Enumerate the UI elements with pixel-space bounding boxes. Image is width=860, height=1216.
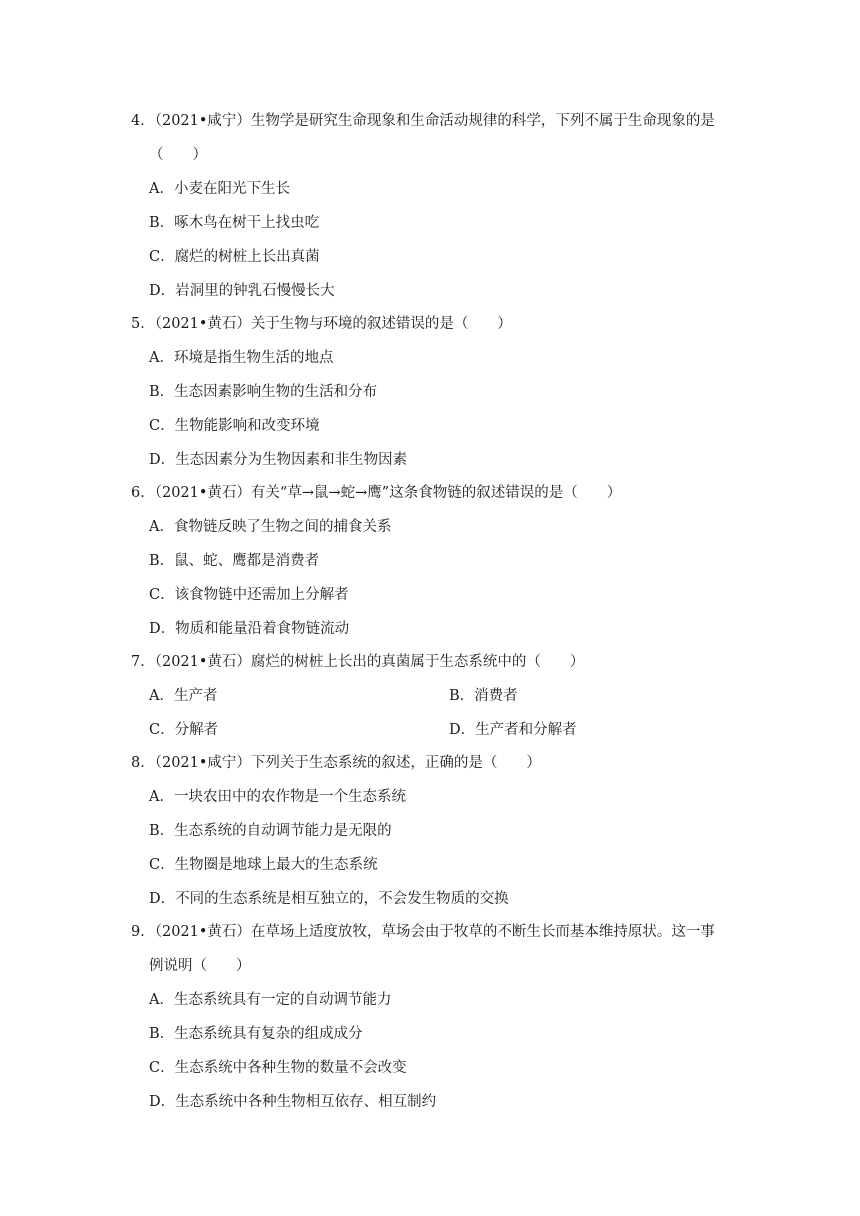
- option-c: C．分解者: [149, 722, 219, 738]
- option-b: B．生态系统的自动调节能力是无限的: [149, 823, 392, 839]
- question-stem-continuation: 例说明（ ）: [149, 958, 251, 974]
- question-6: [131, 476, 751, 646]
- option-d: D．岩洞里的钟乳石慢慢长大: [149, 283, 335, 299]
- option-b: B．鼠、蛇、鹰都是消费者: [149, 553, 320, 569]
- option-a: A．生态系统具有一定的自动调节能力: [149, 992, 392, 1008]
- question-stem: 5．（2021•黄石）关于生物与环境的叙述错误的是（ ）: [131, 316, 512, 332]
- question-5: [131, 307, 751, 477]
- option-d: D．生态因素分为生物因素和非生物因素: [149, 452, 408, 468]
- options-row: [131, 679, 751, 713]
- option-c: C．生物能影响和改变环境: [149, 418, 320, 434]
- option-a: A．生产者: [149, 688, 218, 704]
- options-row: [131, 713, 751, 747]
- option-d: D．不同的生态系统是相互独立的，不会发生物质的交换: [149, 891, 509, 907]
- question-stem: 7．（2021•黄石）腐烂的树桩上长出的真菌属于生态系统中的（ ）: [131, 654, 585, 670]
- question-9: [131, 915, 751, 1119]
- option-d: D．物质和能量沿着食物链流动: [149, 621, 350, 637]
- option-a: A．一块农田中的农作物是一个生态系统: [149, 789, 406, 805]
- option-b: B．生态系统具有复杂的组成成分: [149, 1026, 363, 1042]
- option-b: B．生态因素影响生物的生活和分布: [149, 384, 378, 400]
- option-d: D．生态系统中各种生物相互依存、相互制约: [149, 1094, 437, 1110]
- option-a: A．环境是指生物生活的地点: [149, 350, 334, 366]
- option-c: C．该食物链中还需加上分解者: [149, 587, 349, 603]
- option-c: C．腐烂的树桩上长出真菌: [149, 249, 320, 265]
- question-stem: 9．（2021•黄石）在草场上适度放牧，草场会由于牧草的不断生长而基本维持原状。这一事: [131, 924, 715, 940]
- question-8: [131, 746, 751, 916]
- option-c: C．生态系统中各种生物的数量不会改变: [149, 1060, 407, 1076]
- option-a: A．食物链反映了生物之间的捕食关系: [149, 519, 392, 535]
- question-4: [131, 104, 751, 308]
- option-b: B．消费者: [449, 688, 518, 704]
- question-stem: 6．（2021•黄石）有关“草→鼠→蛇→鹰”这条食物链的叙述错误的是（ ）: [131, 485, 622, 501]
- option-c: C．生物圈是地球上最大的生态系统: [149, 857, 378, 873]
- question-stem: 8．（2021•咸宁）下列关于生态系统的叙述，正确的是（ ）: [131, 755, 541, 771]
- option-d: D．生产者和分解者: [449, 722, 577, 738]
- question-stem-continuation: （ ）: [149, 147, 207, 163]
- option-b: B．啄木鸟在树干上找虫吃: [149, 215, 320, 231]
- option-a: A．小麦在阳光下生长: [149, 181, 290, 197]
- question-7: [131, 645, 751, 747]
- question-stem: 4．（2021•咸宁）生物学是研究生命现象和生命活动规律的科学，下列不属于生命现象的是: [131, 113, 715, 129]
